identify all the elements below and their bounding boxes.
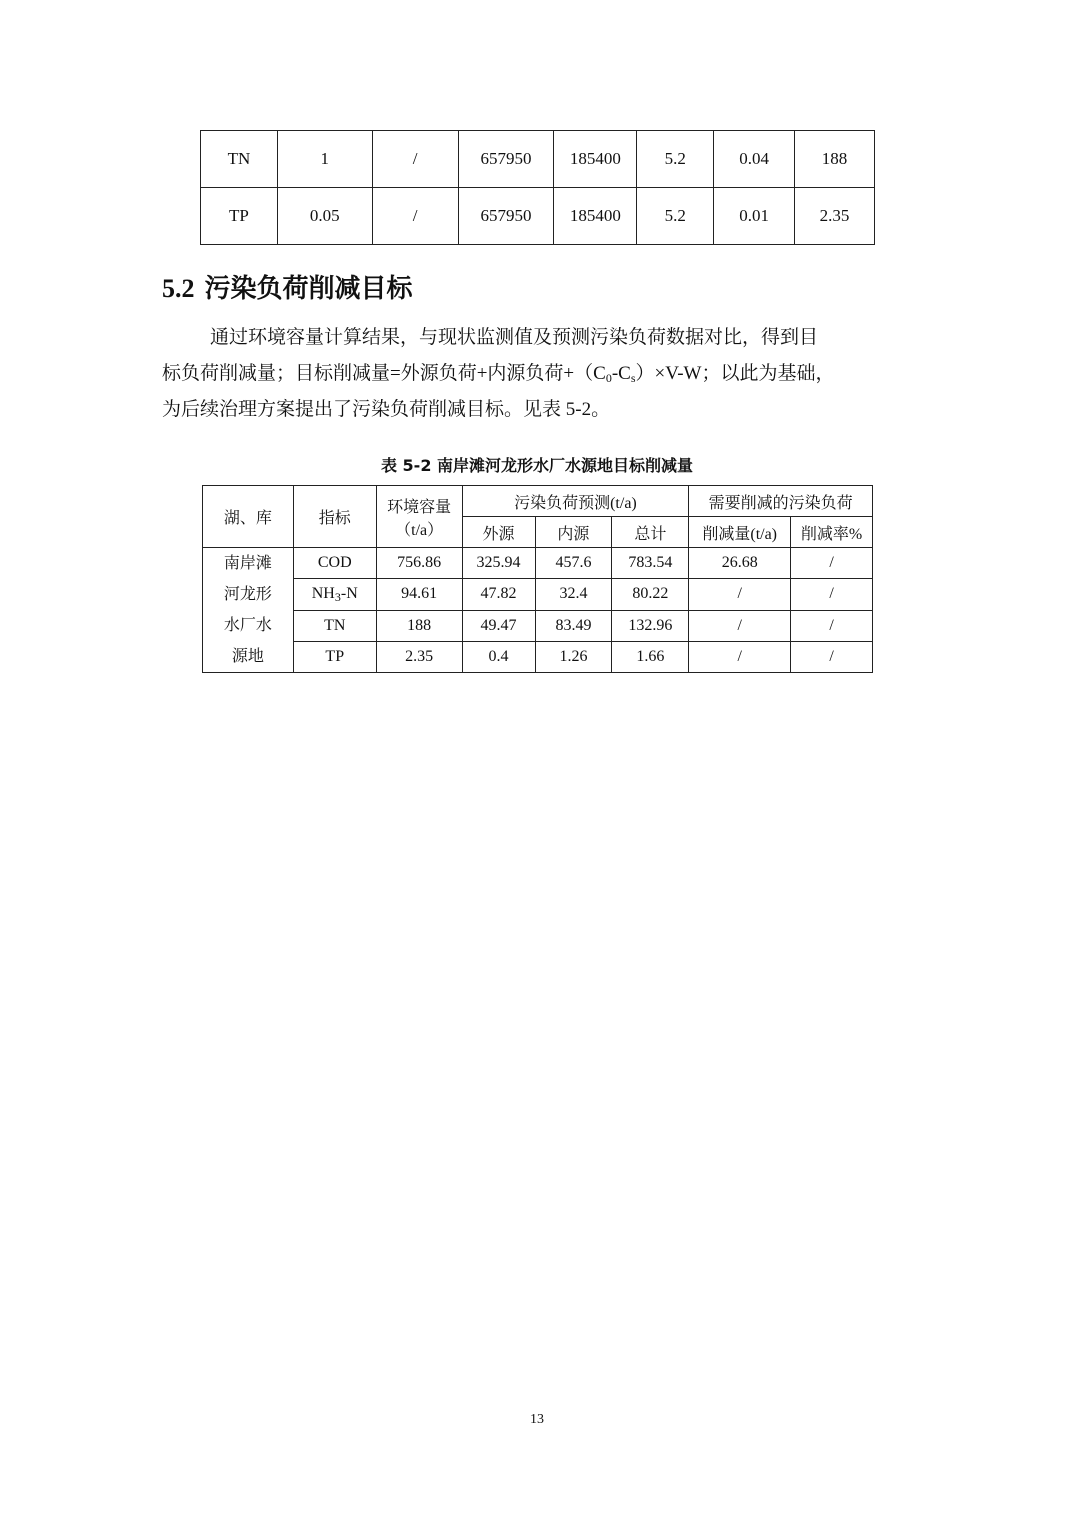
external-cell: 325.94 [462, 548, 535, 579]
amount-cell: / [689, 610, 791, 641]
table-cell: TP [201, 188, 278, 245]
table-row [203, 579, 873, 610]
table-cell: TN [201, 131, 278, 188]
section-title: 污染负荷削减目标 [204, 274, 413, 304]
indicator-cell: TN [293, 610, 376, 641]
internal-cell: 32.4 [535, 579, 612, 610]
table-cell: 0.05 [277, 188, 372, 245]
subscript: 0 [605, 371, 612, 385]
section-heading [162, 268, 413, 305]
table-row [203, 548, 873, 579]
paragraph-line: 通过环境容量计算结果，与现状监测值及预测污染负荷数据对比，得到目 [210, 327, 819, 348]
location-line: 河龙形 [223, 586, 272, 603]
header-capacity-unit: （t/a） [395, 521, 444, 539]
table-cell: 5.2 [637, 131, 714, 188]
amount-cell: / [689, 641, 791, 672]
total-cell: 132.96 [612, 610, 689, 641]
header-reduction-rate: 削减率% [791, 517, 873, 548]
external-cell: 49.47 [462, 610, 535, 641]
table-cell: 657950 [458, 131, 554, 188]
table-row [203, 610, 873, 641]
location-line: 源地 [231, 648, 264, 665]
header-capacity-label: 环境容量 [387, 498, 452, 516]
page-number: 13 [530, 1412, 544, 1427]
table-row [201, 188, 875, 245]
text-run: -N [340, 585, 358, 603]
reduction-target-table [202, 485, 873, 673]
rate-cell: / [791, 641, 873, 672]
header-lake: 湖、库 [203, 486, 294, 548]
indicator-cell: TP [293, 641, 376, 672]
total-cell: 80.22 [612, 579, 689, 610]
text-run: 标负荷削减量；目标削减量=外源负荷+内源负荷+（C [162, 363, 606, 384]
total-cell: 1.66 [612, 641, 689, 672]
section-number: 5.2 [162, 274, 195, 303]
table-cell: 188 [795, 131, 875, 188]
amount-cell: 26.68 [689, 548, 791, 579]
rate-cell: / [791, 548, 873, 579]
continuation-table [200, 130, 875, 245]
capacity-cell: 188 [376, 610, 462, 641]
table-cell: 185400 [554, 188, 637, 245]
text-run: ）×V-W；以此为基础， [635, 363, 835, 384]
amount-cell: / [689, 579, 791, 610]
external-cell: 47.82 [462, 579, 535, 610]
table-cell: / [372, 131, 458, 188]
body-paragraph [162, 320, 914, 428]
header-reduction-amount: 削减量(t/a) [689, 517, 791, 548]
table-cell: 185400 [554, 131, 637, 188]
table-cell: 1 [277, 131, 372, 188]
header-capacity [376, 486, 462, 548]
location-cell [203, 548, 294, 673]
internal-cell: 1.26 [535, 641, 612, 672]
table-cell: 5.2 [637, 188, 714, 245]
table-cell: 657950 [458, 188, 554, 245]
rate-cell: / [791, 610, 873, 641]
table-cell: 0.04 [714, 131, 795, 188]
capacity-cell: 94.61 [376, 579, 462, 610]
text-run: -C [611, 363, 631, 384]
table-caption: 表 5-2 南岸滩河龙形水厂水源地目标削减量 [380, 456, 694, 475]
table-cell: / [372, 188, 458, 245]
paragraph-line [162, 356, 914, 392]
table-cell: 0.01 [714, 188, 795, 245]
header-external: 外源 [462, 517, 535, 548]
table-cell: 2.35 [795, 188, 875, 245]
subscript: s [630, 371, 636, 385]
rate-cell: / [791, 579, 873, 610]
text-run: NH [311, 585, 335, 603]
capacity-cell: 756.86 [376, 548, 462, 579]
header-indicator: 指标 [293, 486, 376, 548]
total-cell: 783.54 [612, 548, 689, 579]
indicator-cell [293, 579, 376, 610]
header-total: 总计 [612, 517, 689, 548]
location-line: 水厂水 [223, 617, 272, 634]
header-forecast: 污染负荷预测(t/a) [462, 486, 689, 517]
internal-cell: 83.49 [535, 610, 612, 641]
header-row [203, 486, 873, 517]
table-row [201, 131, 875, 188]
indicator-cell: COD [293, 548, 376, 579]
subscript: 3 [334, 590, 341, 605]
header-internal: 内源 [535, 517, 612, 548]
header-reduction: 需要削减的污染负荷 [689, 486, 873, 517]
paragraph-line: 为后续治理方案提出了污染负荷削减目标。见表 5-2。 [162, 399, 611, 420]
capacity-cell: 2.35 [376, 641, 462, 672]
external-cell: 0.4 [462, 641, 535, 672]
internal-cell: 457.6 [535, 548, 612, 579]
location-line: 南岸滩 [223, 555, 272, 572]
table-row [203, 641, 873, 672]
